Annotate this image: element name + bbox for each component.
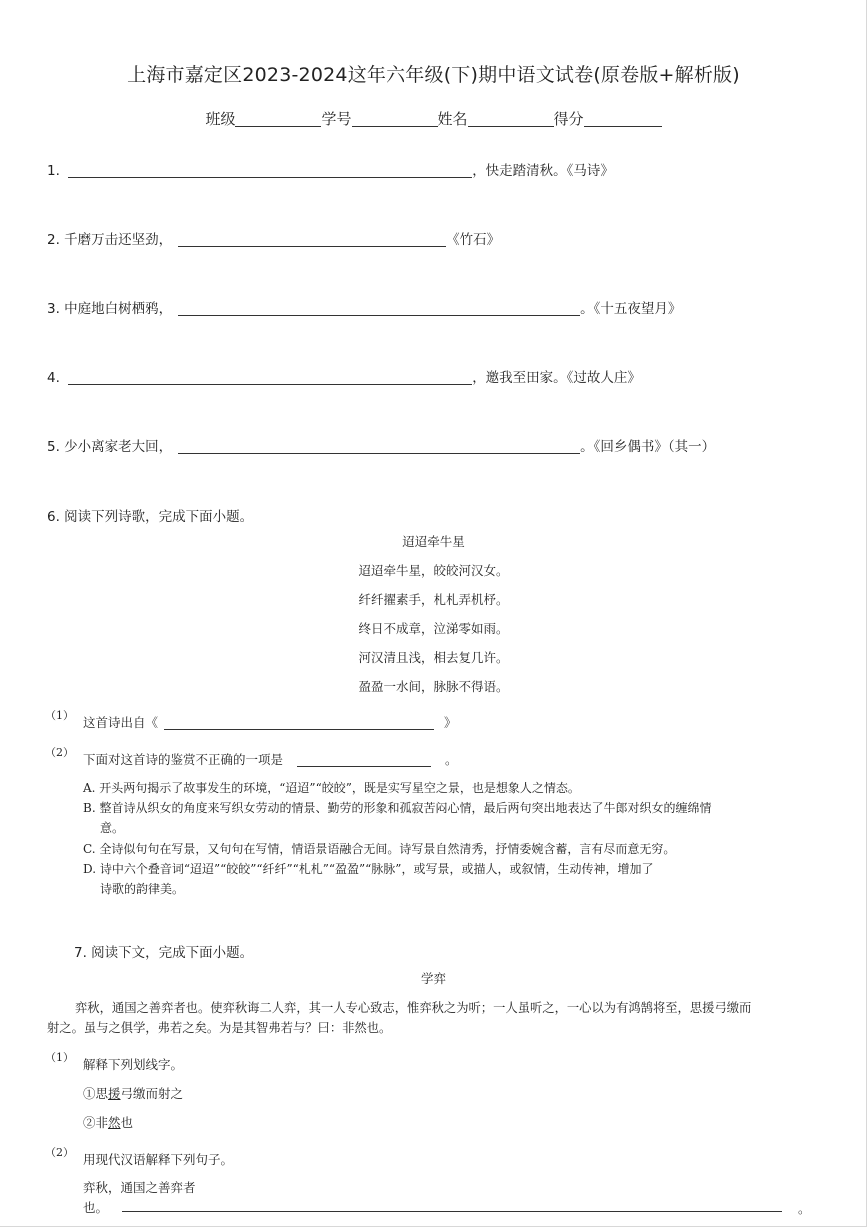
option-b-continued: 意。	[100, 821, 125, 835]
question-6-intro: 6. 阅读下列诗歌，完成下面小题。	[47, 509, 254, 525]
question-4-text: ，邀我至田家。《过故人庄》	[472, 370, 641, 386]
passage-line: 弈秋，通国之善弈者也。使弈秋诲二人弈，其一人专心致志，惟弈秋之为听；一人虽听之，一心以为有鸿鹄将至，思援弓缴而	[75, 1001, 752, 1015]
poem-line: 迢迢牵牛星，皎皎河汉女。	[358, 563, 509, 578]
answer-blank-1[interactable]	[68, 163, 472, 178]
question-3-text-before: 3. 中庭地白树栖鸦，	[47, 301, 173, 317]
question-1-number: 1.	[47, 163, 60, 179]
question-6-sub1	[83, 713, 457, 731]
poem-line: 盈盈一水间，脉脉不得语。	[358, 679, 509, 694]
question-6-sub2	[83, 750, 458, 768]
question-7-intro: 7. 阅读下文，完成下面小题。	[74, 945, 254, 961]
question-4	[47, 366, 641, 386]
question-6-sub2-end: 。	[445, 752, 458, 767]
passage-line: 射之。虽与之俱学，弗若之矣。为是其智弗若与？曰：非然也。	[47, 1021, 392, 1035]
question-5-text-before: 5. 少小离家老大回，	[47, 439, 173, 455]
score-label: 得分	[553, 110, 584, 128]
option-a: A. 开头两句揭示了故事发生的环境，“迢迢”“皎皎”，既是实写星空之景，也是想象人之情态。	[83, 781, 580, 795]
question-1	[47, 159, 614, 179]
class-blank[interactable]	[235, 110, 321, 127]
poem-title: 迢迢牵牛星	[402, 534, 465, 549]
question-5-text-after: 。《回乡偶书》（其一）	[580, 439, 716, 455]
question-7-item-2	[83, 1113, 133, 1131]
answer-blank-4[interactable]	[68, 370, 472, 385]
answer-blank-6-1[interactable]	[164, 715, 434, 730]
number-label: 学号	[321, 110, 352, 128]
poem-line: 纤纤擢素手，札札弄机杼。	[358, 592, 509, 607]
question-7-sub1-label: （1）	[45, 1051, 74, 1064]
option-c: C. 全诗似句句在写景，又句句在写情，情语景语融合无间。诗写景自然清秀，抒情委婉含蓄，言有尽而意无穷。	[83, 842, 676, 856]
question-7-sub2-label: （2）	[45, 1146, 74, 1159]
question-2	[47, 228, 500, 248]
answer-blank-3[interactable]	[178, 301, 580, 316]
question-6-sub2-label: （2）	[45, 746, 74, 759]
question-2-text-before: 2. 千磨万击还坚劲，	[47, 232, 173, 248]
question-4-number: 4.	[47, 370, 60, 386]
option-b: B. 整首诗从织女的角度来写织女劳动的情景、勤劳的形象和孤寂苦闷心情，最后两句突出地表达了牛郎对织女的缠绵情	[83, 801, 712, 815]
answer-end-period: 。	[798, 1201, 811, 1216]
score-blank[interactable]	[584, 110, 662, 127]
option-d-continued: 诗歌的韵律美。	[100, 882, 185, 896]
answer-blank-2[interactable]	[178, 232, 446, 247]
class-label: 班级	[205, 110, 236, 128]
passage-title: 学弈	[420, 971, 446, 986]
item-1-underlined-char: 援	[108, 1086, 121, 1101]
answer-blank-7-2[interactable]	[122, 1198, 782, 1212]
name-blank[interactable]	[468, 110, 554, 127]
number-blank[interactable]	[352, 110, 438, 127]
sentence-line-2: 也。	[83, 1200, 109, 1215]
item-1-prefix: ①思	[83, 1086, 109, 1101]
question-3-text-after: 。《十五夜望月》	[580, 301, 682, 317]
question-6-sub1-end: 》	[444, 715, 457, 730]
poem-line: 河汉清且浅，相去复几许。	[358, 650, 509, 665]
question-3	[47, 297, 681, 317]
answer-blank-6-2[interactable]	[297, 752, 431, 767]
page-title: 上海市嘉定区2023-2024这年六年级(下)期中语文试卷(原卷版+解析版)	[127, 64, 740, 86]
item-2-prefix: ②非	[83, 1115, 109, 1130]
item-1-suffix: 弓缴而射之	[120, 1086, 184, 1101]
answer-blank-5[interactable]	[178, 439, 580, 454]
question-1-text: ，快走踏清秋。《马诗》	[472, 163, 614, 179]
question-6-sub1-label: （1）	[45, 709, 74, 722]
question-6-sub1-text: 这首诗出自《	[83, 715, 159, 730]
name-label: 姓名	[437, 110, 468, 128]
poem-line: 终日不成章，泣涕零如雨。	[358, 621, 509, 636]
question-2-text-after: 《竹石》	[446, 232, 501, 248]
item-2-underlined-char: 然	[108, 1115, 121, 1130]
option-d: D. 诗中六个叠音词“迢迢”“皎皎”“纤纤”“札札”“盈盈”“脉脉”，或写景，或描人，或叙情，生动传神，增加了	[83, 862, 654, 876]
question-7-sub2-text: 用现代汉语解释下列句子。	[83, 1152, 234, 1167]
question-7-item-1	[83, 1084, 183, 1102]
question-6-sub2-text: 下面对这首诗的鉴赏不正确的一项是	[83, 752, 284, 767]
sentence-line-1: 弈秋，通国之善弈者	[83, 1180, 196, 1195]
student-info-row	[0, 108, 867, 129]
question-5	[47, 435, 715, 455]
question-7-sub1-text: 解释下列划线字。	[83, 1057, 184, 1072]
item-2-suffix: 也	[120, 1115, 134, 1130]
